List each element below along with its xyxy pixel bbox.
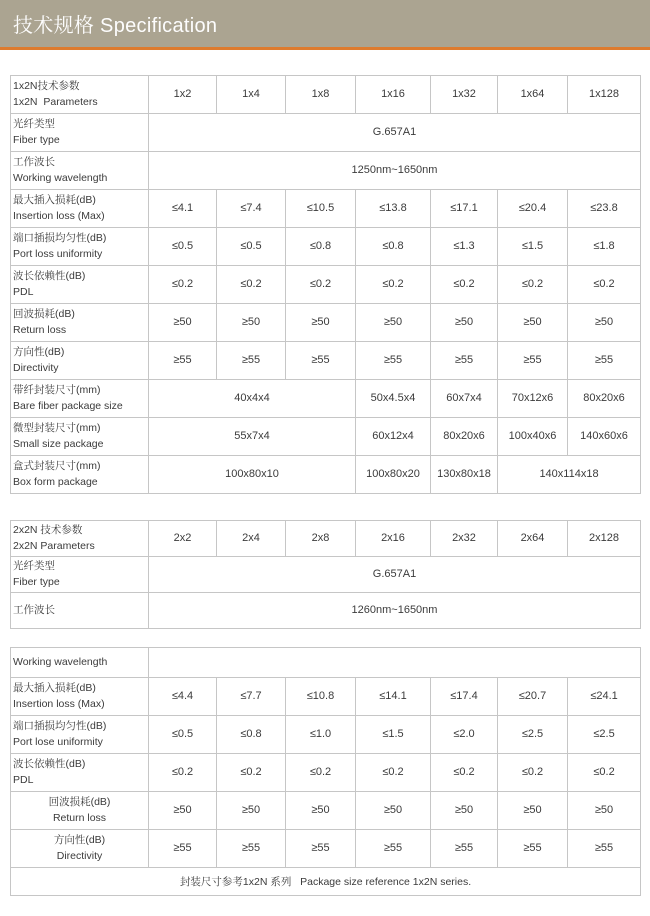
spec-value: ≥50: [217, 792, 286, 830]
table-2x2n-parameters: [10, 520, 641, 629]
spec-value: 1260nm~1650nm: [149, 593, 641, 629]
spec-value: ≤0.2: [149, 754, 217, 792]
spec-value: ≥50: [431, 792, 498, 830]
spec-value: ≤20.4: [498, 190, 568, 228]
row-label-return-loss: 回波损耗(dB) Return loss: [11, 304, 149, 342]
spec-value: 100x80x20: [356, 456, 431, 494]
spec-value: 130x80x18: [431, 456, 498, 494]
spec-value: ≤0.2: [286, 754, 356, 792]
spec-value: ≤0.5: [217, 228, 286, 266]
spec-value: ≤14.1: [356, 678, 431, 716]
spec-value: ≥55: [568, 342, 641, 380]
table-row: [11, 342, 641, 380]
col-header-2x2: 2x2: [149, 521, 217, 557]
row-label-insertion-loss: 最大插入损耗(dB) Insertion loss (Max): [11, 678, 149, 716]
spec-value: ≥50: [356, 792, 431, 830]
empty-cell: [149, 648, 641, 678]
table-row: [11, 266, 641, 304]
col-header-2x128: 2x128: [568, 521, 641, 557]
col-header-2x4: 2x4: [217, 521, 286, 557]
table-1x2n-parameters: [10, 75, 641, 494]
col-header-2x32: 2x32: [431, 521, 498, 557]
spec-value: ≤0.2: [568, 266, 641, 304]
spec-value: ≤0.8: [356, 228, 431, 266]
spec-value: ≤0.2: [149, 266, 217, 304]
row-label-1x2n-parameters: 1x2N技术参数 1x2N Parameters: [11, 76, 149, 114]
row-label-return-loss: 回波损耗(dB) Return loss: [11, 792, 149, 830]
table-row: [11, 456, 641, 494]
spec-value: ≤24.1: [568, 678, 641, 716]
spec-value: 60x12x4: [356, 418, 431, 456]
spec-value: ≤0.8: [286, 228, 356, 266]
spec-value: ≥55: [149, 830, 217, 868]
spec-value: 1250nm~1650nm: [149, 152, 641, 190]
table-row: [11, 792, 641, 830]
spec-value: 80x20x6: [431, 418, 498, 456]
table-row: [11, 114, 641, 152]
table-row: [11, 521, 641, 557]
spec-value: ≤1.3: [431, 228, 498, 266]
spec-value: ≤1.5: [498, 228, 568, 266]
spec-value: 50x4.5x4: [356, 380, 431, 418]
table-row: [11, 648, 641, 678]
spec-value: ≥50: [498, 304, 568, 342]
spec-value: ≤0.2: [498, 754, 568, 792]
row-label-fiber-type: 光纤类型 Fiber type: [11, 557, 149, 593]
spec-value: ≥50: [286, 304, 356, 342]
table-row: [11, 557, 641, 593]
row-label-working-wavelength-en: Working wavelength: [11, 648, 149, 678]
spec-value: ≤2.5: [568, 716, 641, 754]
spec-value: ≤0.2: [217, 266, 286, 304]
col-header-1x64: 1x64: [498, 76, 568, 114]
spec-value: ≥50: [568, 792, 641, 830]
table-row: [11, 678, 641, 716]
table-row: [11, 593, 641, 629]
spec-value: ≤0.2: [498, 266, 568, 304]
spec-value: ≤0.5: [149, 716, 217, 754]
spec-value: ≤13.8: [356, 190, 431, 228]
row-label-insertion-loss: 最大插入损耗(dB) Insertion loss (Max): [11, 190, 149, 228]
row-label-directivity: 方向性(dB) Directivity: [11, 830, 149, 868]
spec-value: G.657A1: [149, 557, 641, 593]
table-row: [11, 754, 641, 792]
spec-value: 80x20x6: [568, 380, 641, 418]
spec-value: ≤0.8: [217, 716, 286, 754]
table-row: [11, 418, 641, 456]
spec-value: 140x114x18: [498, 456, 641, 494]
spec-value: ≤0.2: [356, 266, 431, 304]
col-header-2x16: 2x16: [356, 521, 431, 557]
spec-value: ≥55: [286, 830, 356, 868]
spec-value: ≥50: [356, 304, 431, 342]
row-label-working-wavelength: 工作波长: [11, 593, 149, 629]
spec-value: ≤2.5: [498, 716, 568, 754]
table-row: [11, 304, 641, 342]
spec-value: G.657A1: [149, 114, 641, 152]
spec-value: ≤23.8: [568, 190, 641, 228]
row-label-box-form-package: 盒式封装尺寸(mm) Box form package: [11, 456, 149, 494]
col-header-1x16: 1x16: [356, 76, 431, 114]
spec-value: ≤4.1: [149, 190, 217, 228]
spec-value: ≥55: [217, 830, 286, 868]
page-title: 技术规格 Specification: [13, 15, 218, 37]
spec-value: ≤0.2: [217, 754, 286, 792]
col-header-2x64: 2x64: [498, 521, 568, 557]
spec-value: ≥55: [568, 830, 641, 868]
spec-value: ≥50: [498, 792, 568, 830]
specification-content: [0, 75, 650, 896]
spec-value: ≥55: [498, 342, 568, 380]
spec-value: ≤10.8: [286, 678, 356, 716]
spec-value: ≤7.4: [217, 190, 286, 228]
spec-value: 60x7x4: [431, 380, 498, 418]
spec-value: ≤0.2: [356, 754, 431, 792]
spec-value: ≤1.0: [286, 716, 356, 754]
row-label-pdl: 波长依赖性(dB) PDL: [11, 754, 149, 792]
table-row: [11, 716, 641, 754]
spec-value: ≤20.7: [498, 678, 568, 716]
spec-value: ≥50: [431, 304, 498, 342]
spec-value: ≤4.4: [149, 678, 217, 716]
col-header-1x8: 1x8: [286, 76, 356, 114]
spec-value: ≥55: [356, 342, 431, 380]
row-label-working-wavelength: 工作波长 Working wavelength: [11, 152, 149, 190]
row-label-directivity: 方向性(dB) Directivity: [11, 342, 149, 380]
spec-value: ≤7.7: [217, 678, 286, 716]
spec-value: ≤0.5: [149, 228, 217, 266]
row-label-pdl: 波长依赖性(dB) PDL: [11, 266, 149, 304]
table-row: [11, 228, 641, 266]
spec-value: ≤17.4: [431, 678, 498, 716]
spec-value: ≥50: [149, 304, 217, 342]
table-row: [11, 190, 641, 228]
table-row: [11, 152, 641, 190]
spec-value: ≥55: [149, 342, 217, 380]
row-label-small-size-package: 微型封装尺寸(mm) Small size package: [11, 418, 149, 456]
table-row: [11, 380, 641, 418]
table-2x2n-specs: [10, 647, 641, 896]
page-header: [0, 0, 650, 50]
spec-value: ≥55: [286, 342, 356, 380]
package-size-note: 封装尺寸参考1x2N 系列 Package size reference 1x2N series.: [11, 868, 641, 896]
spec-value: 55x7x4: [149, 418, 356, 456]
col-header-2x8: 2x8: [286, 521, 356, 557]
spec-value: ≤0.2: [431, 754, 498, 792]
col-header-1x2: 1x2: [149, 76, 217, 114]
col-header-1x4: 1x4: [217, 76, 286, 114]
spec-value: ≤10.5: [286, 190, 356, 228]
spec-value: ≤2.0: [431, 716, 498, 754]
table-row: [11, 76, 641, 114]
table-row: [11, 830, 641, 868]
spec-value: ≥55: [498, 830, 568, 868]
row-label-port-loss-uniformity: 端口插损均匀性(dB) Port loss uniformity: [11, 228, 149, 266]
spec-value: ≥55: [356, 830, 431, 868]
row-label-2x2n-parameters: 2x2N 技术参数 2x2N Parameters: [11, 521, 149, 557]
row-label-port-lose-uniformity: 端口插损均匀性(dB) Port lose uniformity: [11, 716, 149, 754]
row-label-bare-fiber-package: 带纤封装尺寸(mm) Bare fiber package size: [11, 380, 149, 418]
spec-value: ≤1.5: [356, 716, 431, 754]
spec-value: 100x80x10: [149, 456, 356, 494]
spec-value: 70x12x6: [498, 380, 568, 418]
spec-value: ≤0.2: [286, 266, 356, 304]
spec-value: ≥55: [217, 342, 286, 380]
spec-value: ≥55: [431, 830, 498, 868]
row-label-fiber-type: 光纤类型 Fiber type: [11, 114, 149, 152]
spec-value: ≤0.2: [568, 754, 641, 792]
spec-value: ≤0.2: [431, 266, 498, 304]
spec-value: 140x60x6: [568, 418, 641, 456]
spec-value: ≥50: [217, 304, 286, 342]
spec-value: 40x4x4: [149, 380, 356, 418]
spec-value: ≥50: [568, 304, 641, 342]
spec-value: ≥50: [149, 792, 217, 830]
spec-value: ≥55: [431, 342, 498, 380]
spec-value: ≤1.8: [568, 228, 641, 266]
spec-value: ≤17.1: [431, 190, 498, 228]
spec-value: ≥50: [286, 792, 356, 830]
col-header-1x128: 1x128: [568, 76, 641, 114]
col-header-1x32: 1x32: [431, 76, 498, 114]
spec-value: 100x40x6: [498, 418, 568, 456]
table-row: [11, 868, 641, 896]
